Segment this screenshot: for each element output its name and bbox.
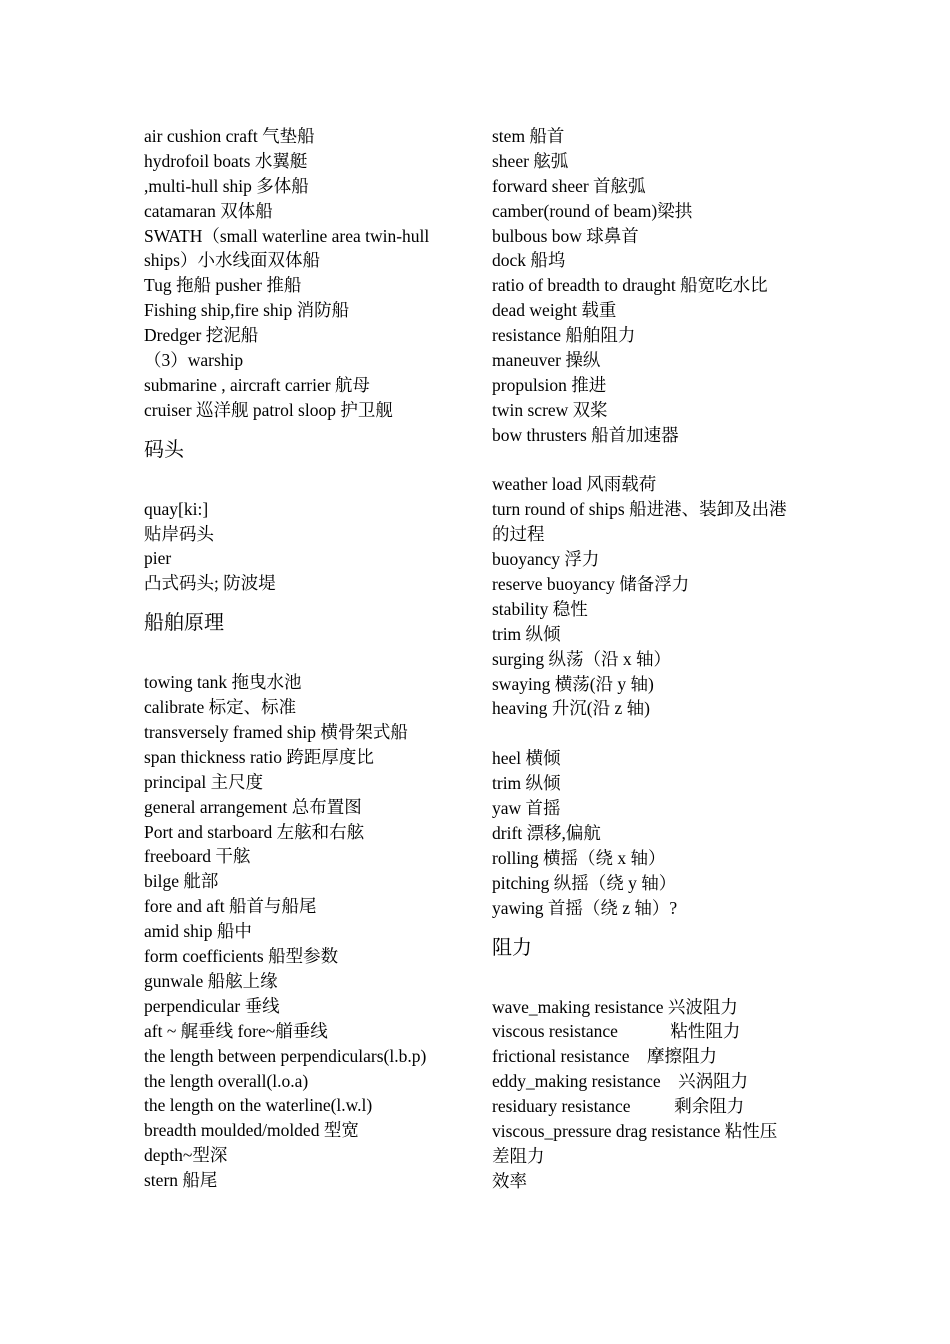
- right-term-line: yaw 首摇: [492, 798, 561, 819]
- right-term-line: bulbous bow 球鼻首: [492, 225, 639, 246]
- right-term-line: camber(round of beam)梁拱: [492, 200, 693, 221]
- left-term-line: principal 主尺度: [144, 771, 264, 792]
- right-term-line: stem 船首: [492, 126, 565, 146]
- right-term-line: turn round of ships 船进港、装卸及出港: [492, 499, 787, 520]
- left-term-line: Fishing ship,fire ship 消防船: [144, 300, 350, 321]
- left-term-line: calibrate 标定、标准: [144, 697, 297, 718]
- left-term-line: the length between perpendiculars(l.b.p): [144, 1045, 427, 1066]
- section-heading: 阻力: [492, 934, 532, 959]
- right-term-line: buoyancy 浮力: [492, 549, 600, 570]
- left-term-line: amid ship 船中: [144, 921, 252, 942]
- right-term-line: resistance 船舶阻力: [492, 325, 636, 346]
- left-term-line: Port and starboard 左舷和右舷: [144, 821, 365, 842]
- left-term-line: quay[ki:]: [144, 498, 209, 519]
- right-term-line: swaying 横荡(沿 y 轴): [492, 673, 654, 694]
- blank-line: [492, 448, 817, 473]
- left-term-line: Dredger 挖泥船: [144, 325, 259, 346]
- left-term-line: aft ~ 艉垂线 fore~艏垂线: [144, 1020, 328, 1041]
- left-term-line: SWATH（small waterline area twin-hull: [144, 225, 430, 246]
- left-term-line: bilge 舭部: [144, 871, 219, 892]
- left-term-line: 贴岸码头: [144, 523, 214, 544]
- right-term-line: wave_making resistance 兴波阻力: [492, 996, 738, 1017]
- left-term-line: submarine , aircraft carrier 航母: [144, 374, 370, 395]
- right-term-line: yawing 首摇（绕 z 轴）?: [492, 897, 678, 918]
- right-term-line: stability 稳性: [492, 598, 588, 619]
- section-heading: 船舶原理: [144, 610, 224, 635]
- left-term-line: ships）小水线面双体船: [144, 250, 320, 271]
- right-term-line: reserve buoyancy 储备浮力: [492, 574, 690, 595]
- right-term-line: forward sheer 首舷弧: [492, 175, 646, 196]
- right-term-line: dead weight 载重: [492, 300, 617, 321]
- left-term-line: form coefficients 船型参数: [144, 946, 339, 967]
- left-term-line: breadth moulded/molded 型宽: [144, 1120, 359, 1141]
- right-term-line: weather load 风雨载荷: [492, 474, 657, 495]
- left-term-line: freeboard 干舷: [144, 846, 251, 867]
- right-term-line: heaving 升沉(沿 z 轴): [492, 698, 650, 719]
- left-column: [144, 124, 469, 1193]
- right-column: [492, 124, 817, 1194]
- left-term-line: ,multi-hull ship 多体船: [144, 175, 309, 196]
- right-term-line: pitching 纵摇（绕 y 轴）: [492, 872, 677, 893]
- left-term-line: the length on the waterline(l.w.l): [144, 1095, 373, 1116]
- left-term-line: perpendicular 垂线: [144, 995, 280, 1016]
- left-term-line: span thickness ratio 跨距厚度比: [144, 746, 374, 767]
- right-term-line: trim 纵倾: [492, 623, 561, 644]
- right-term-line: heel 横倾: [492, 748, 561, 769]
- left-term-line: hydrofoil boats 水翼艇: [144, 150, 308, 171]
- left-term-line: depth~型深: [144, 1145, 228, 1166]
- right-term-line: surging 纵荡（沿 x 轴）: [492, 648, 672, 669]
- right-term-line: 效率: [492, 1170, 527, 1191]
- left-term-line: fore and aft 船首与船尾: [144, 896, 317, 917]
- right-term-line: dock 船坞: [492, 250, 566, 271]
- right-term-line: 的过程: [492, 524, 545, 545]
- right-term-line: propulsion 推进: [492, 374, 607, 395]
- right-term-line: viscous resistance 粘性阻力: [492, 1021, 741, 1042]
- right-term-line: eddy_making resistance 兴涡阻力: [492, 1071, 749, 1092]
- blank-line: [144, 469, 469, 497]
- left-term-line: air cushion craft 气垫船: [144, 126, 315, 146]
- blank-line: [144, 642, 469, 670]
- right-term-line: trim 纵倾: [492, 773, 561, 794]
- right-term-line: 差阻力: [492, 1145, 545, 1166]
- left-term-line: （3）warship: [144, 350, 244, 371]
- blank-line: [492, 967, 817, 995]
- right-term-line: rolling 横摇（绕 x 轴）: [492, 847, 666, 868]
- left-term-line: catamaran 双体船: [144, 200, 273, 221]
- right-term-line: bow thrusters 船首加速器: [492, 424, 679, 445]
- left-term-line: gunwale 船舷上缘: [144, 970, 278, 991]
- right-term-line: ratio of breadth to draught 船宽吃水比: [492, 275, 768, 296]
- right-term-line: viscous_pressure drag resistance 粘性压: [492, 1120, 778, 1141]
- blank-line: [492, 721, 817, 746]
- right-term-line: residuary resistance 剩余阻力: [492, 1096, 745, 1117]
- left-term-line: cruiser 巡洋舰 patrol sloop 护卫舰: [144, 399, 393, 420]
- left-term-line: 凸式码头; 防波堤: [144, 573, 276, 594]
- right-term-line: sheer 舷弧: [492, 150, 569, 171]
- left-term-line: the length overall(l.o.a): [144, 1070, 309, 1091]
- left-term-line: towing tank 拖曳水池: [144, 672, 302, 693]
- section-heading: 码头: [144, 436, 184, 461]
- left-term-line: transversely framed ship 横骨架式船: [144, 722, 408, 743]
- left-term-line: stern 船尾: [144, 1170, 218, 1191]
- left-term-line: pier: [144, 548, 172, 569]
- left-term-line: Tug 拖船 pusher 推船: [144, 275, 302, 296]
- right-term-line: frictional resistance 摩擦阻力: [492, 1046, 718, 1067]
- left-term-line: general arrangement 总布置图: [144, 796, 362, 817]
- right-term-line: maneuver 操纵: [492, 350, 601, 371]
- right-term-line: drift 漂移,偏航: [492, 822, 601, 843]
- right-term-line: twin screw 双桨: [492, 399, 608, 420]
